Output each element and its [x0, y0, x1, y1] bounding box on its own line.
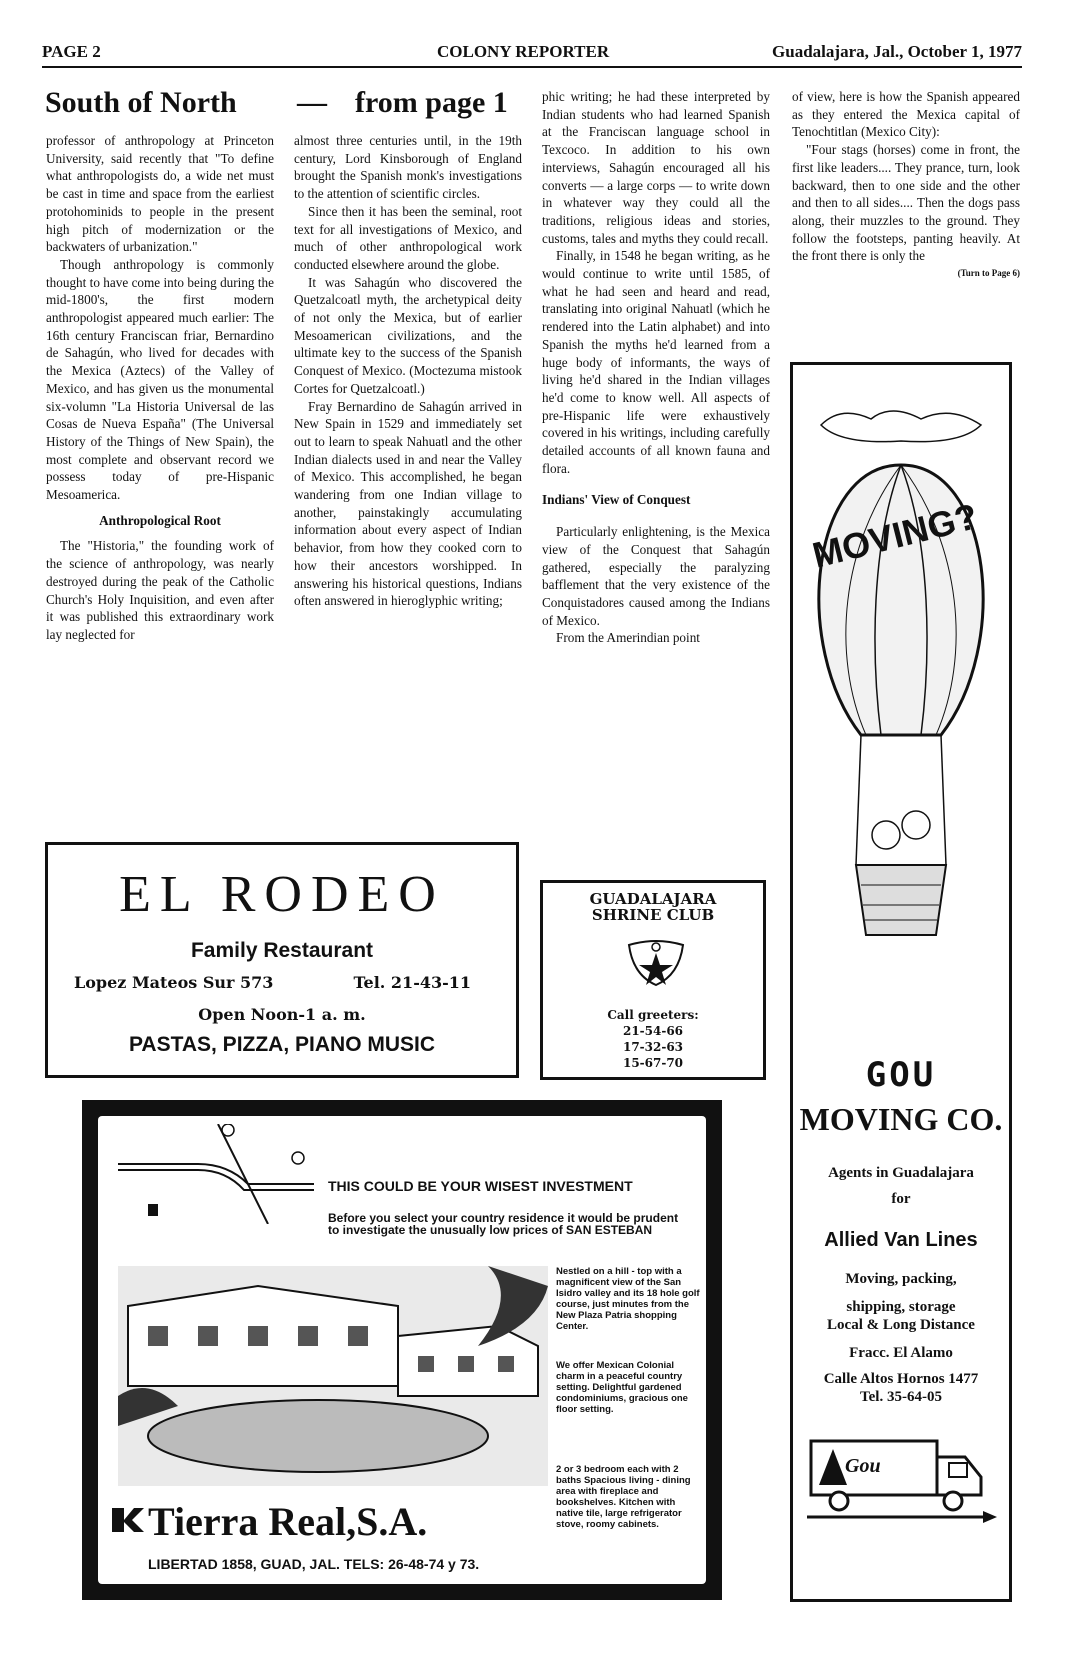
- tierra-side-text-3: 2 or 3 bedroom each with 2 baths Spacious living - dining area with fireplace and bookshelves. Kitchen with native tile, large refrigerator stove, roomy cabinets.: [556, 1464, 691, 1530]
- article-column-4: [792, 88, 1020, 283]
- headline-left: South of North: [45, 86, 237, 119]
- turn-to-page: (Turn to Page 6): [957, 268, 1020, 279]
- paragraph: From the Amerindian point: [556, 630, 700, 646]
- article-column-2: [294, 132, 522, 610]
- paragraph: Finally, in 1548 he began writing, as he would continue to write until 1585, of what he had seen and heard and read, translating into original Nahuatl (which he rendered into the Latin alphabet) and into Spanish the myths he'd learned from a huge body of informants, the ways of living he'd shared in the Indian villages he'd come to know well. All aspects of pre-Hispanic life were exhaustively covered in his writings, including carefully detailed accounts of all known fauna and flora.: [542, 248, 770, 476]
- fracc-line: Fracc. El Alamo: [849, 1345, 953, 1361]
- paragraph: phic writing; he had these interpreted by Indian students who had learned Spanish at the Franciscan language school in Texcoco. In addition to his own interviews, Sahagún encouraged all his converts — a large corps — to write down in whatever way they could all the traditions, religious ideas and stories, customs, tales and myths they could recall.: [542, 89, 770, 246]
- paragraph: of view, here is how the Spanish appeared as they entered the Mexica capital of Tenochtitlan (Mexico City):: [792, 89, 1020, 140]
- tierra-real-ad-inner: [98, 1116, 706, 1584]
- paragraph: It was Sahagún who discovered the Quetzalcoatl myth, the archetypical deity of not only the Mexica, but of earlier Mesoamerican civilizations, and the ultimate key to the success of the Spanish Conquest of Mexico. (Moctezuma mistook Cortes for Quetzalcoatl.): [294, 274, 522, 396]
- services-line-3: Local & Long Distance: [827, 1317, 975, 1333]
- company-name-1: GOU: [865, 1055, 937, 1095]
- restaurant-tagline: Family Restaurant: [190, 939, 374, 962]
- gou-moving-ad: [790, 362, 1012, 1602]
- dateline: Guadalajara, Jal., October 1, 1977: [772, 42, 1022, 61]
- tierra-intro: Before you select your country residence it would be prudent to investigate the unusually low prices of SAN ESTEBAN: [328, 1211, 679, 1237]
- greeter-phone: 15-67-70: [622, 1056, 684, 1070]
- shrine-club-ad: [540, 880, 766, 1080]
- greeter-phone: 21-54-66: [622, 1024, 684, 1038]
- shrine-greeters: [543, 1007, 763, 1071]
- services-line-1: Moving, packing,: [845, 1271, 957, 1287]
- restaurant-name: EL RODEO: [119, 866, 445, 923]
- shrine-emblem-icon: [623, 935, 689, 1001]
- services-line-2: shipping, storage: [846, 1299, 956, 1315]
- article-column-1: [46, 132, 274, 644]
- masthead: [42, 38, 1022, 68]
- restaurant-address: Lopez Mateos Sur 573: [74, 973, 274, 992]
- street-line: Calle Altos Hornos 1477: [823, 1371, 979, 1387]
- greeters-label: Call greeters:: [607, 1008, 699, 1022]
- article-column-3: [542, 88, 770, 647]
- paragraph: professor of anthropology at Princeton University, said recently that "To define what anthropologists do, a wide net must be cast in time and space from the earliest protohominids to people in the present high pitch of modernization or the backwaters of urbanization.": [46, 133, 274, 255]
- shrine-title: [543, 891, 763, 923]
- tierra-company-name: Tierra Real,S.A.: [148, 1499, 428, 1544]
- tierra-real-ad: [82, 1100, 722, 1600]
- paragraph: The "Historia," the founding work of the science of anthropology, was nearly destroyed during the peak of the Catholic Church's Holy Inquisition, and even after it was published this extraordinary work lay neglected for: [46, 538, 274, 642]
- headline-right: from page 1: [355, 86, 508, 119]
- location-map-icon: [118, 1124, 314, 1224]
- tierra-headline: THIS COULD BE YOUR WISEST INVESTMENT: [328, 1178, 633, 1194]
- allied-van-lines: Allied Van Lines: [824, 1229, 978, 1251]
- restaurant-tel: Tel. 21-43-11: [353, 973, 471, 992]
- restaurant-hours: Open Noon-1 a. m.: [198, 1005, 366, 1024]
- tierra-address: LIBERTAD 1858, GUAD, JAL. TELS: 26-48-74 y 73.: [148, 1556, 480, 1572]
- tierra-logo-icon: [110, 1502, 146, 1536]
- paragraph: Since then it has been the seminal, root text for all investigations of Mexico, and much of other anthropological work conducted elsewhere around the globe.: [294, 203, 522, 272]
- tel-line: Tel. 35-64-05: [860, 1389, 942, 1405]
- paragraph: Fray Bernardino de Sahagún arrived in New Spain in 1529 and immediately set out to learn to speak Nahuatl and the other Indian dialects used in and near the Valley of Mexico. This accomplished, he began wandering from one Indian village to another, painstakingly accumulating information about every aspect of Indian behavior, from how they cooked corn to how their ancestors worshipped. In answering his historical questions, Indians often answered in hieroglyphic writing;: [294, 398, 522, 609]
- hot-air-balloon-icon: [801, 395, 1001, 1015]
- moving-truck-icon: [803, 1433, 999, 1529]
- tierra-side-text-1: Nestled on a hill - top with a magnificent view of the San Isidro valley and its 18 hole golf course, just minutes from the New Plaza Patria shopping Center.: [556, 1266, 700, 1332]
- condominium-illustration-icon: [118, 1266, 548, 1486]
- shrine-title-line-2: SHRINE CLUB: [591, 906, 715, 924]
- greeter-phone: 17-32-63: [622, 1040, 684, 1054]
- restaurant-offerings: PASTAS, PIZZA, PIANO MUSIC: [128, 1033, 436, 1056]
- subhead-anthropological-root: Anthropological Root: [99, 512, 221, 528]
- for-line: for: [891, 1191, 911, 1207]
- agents-line: Agents in Guadalajara: [828, 1165, 974, 1181]
- company-name-2: MOVING CO.: [799, 1101, 1003, 1137]
- shrine-title-line-1: GUADALAJARA: [589, 890, 717, 908]
- paragraph: almost three centuries until, in the 19th century, Lord Kinsborough of England brought the Spanish monk's investigations to the attention of scientific circles.: [294, 133, 522, 202]
- tierra-side-text-2: We offer Mexican Colonial charm in a peaceful country setting. Delightful gardened condominiums, gracious one floor setting.: [556, 1360, 688, 1415]
- truck-logo-text: Gou: [845, 1455, 881, 1477]
- paragraph: "Four stags (horses) come in front, the first like leaders.... They prance, turn, look backward, then to one side and the other and then to all sides.... Then the dogs pass along, their muzzles to the ground. They follow the footsteps, panting heavily. At the front there is only the: [792, 142, 1020, 264]
- article-headline: [45, 86, 527, 120]
- page-number: PAGE 2: [42, 42, 101, 61]
- paper-name: COLONY REPORTER: [437, 42, 610, 61]
- subhead-indians-view: Indians' View of Conquest: [542, 492, 691, 508]
- paragraph: Particularly enlightening, is the Mexica view of the Conquest that Sahagún gathered, especially the paralyzing bafflement that the very existence of the Conquistadores caused among the Indians of Mexico.: [542, 524, 770, 628]
- el-rodeo-ad: [45, 842, 519, 1078]
- balloon-text: MOVING?: [808, 495, 982, 576]
- paragraph: Though anthropology is commonly thought to have come into being during the mid-1800's, the first modern anthropologist appeared much earlier: The 16th century Franciscan friar, Bernardino de Sahagún, who lived for decades with the Mexica (Aztecs) of the Valley of Mexico, and has given us the monumental six-volumn "La Historia Universal de las Cosas de Nueva España" (The Universal History of the Things of New Spain), the most complete and observant record we possess today of pre-Hispanic Mesoamerica.: [46, 256, 274, 503]
- headline-dash: —: [297, 86, 327, 119]
